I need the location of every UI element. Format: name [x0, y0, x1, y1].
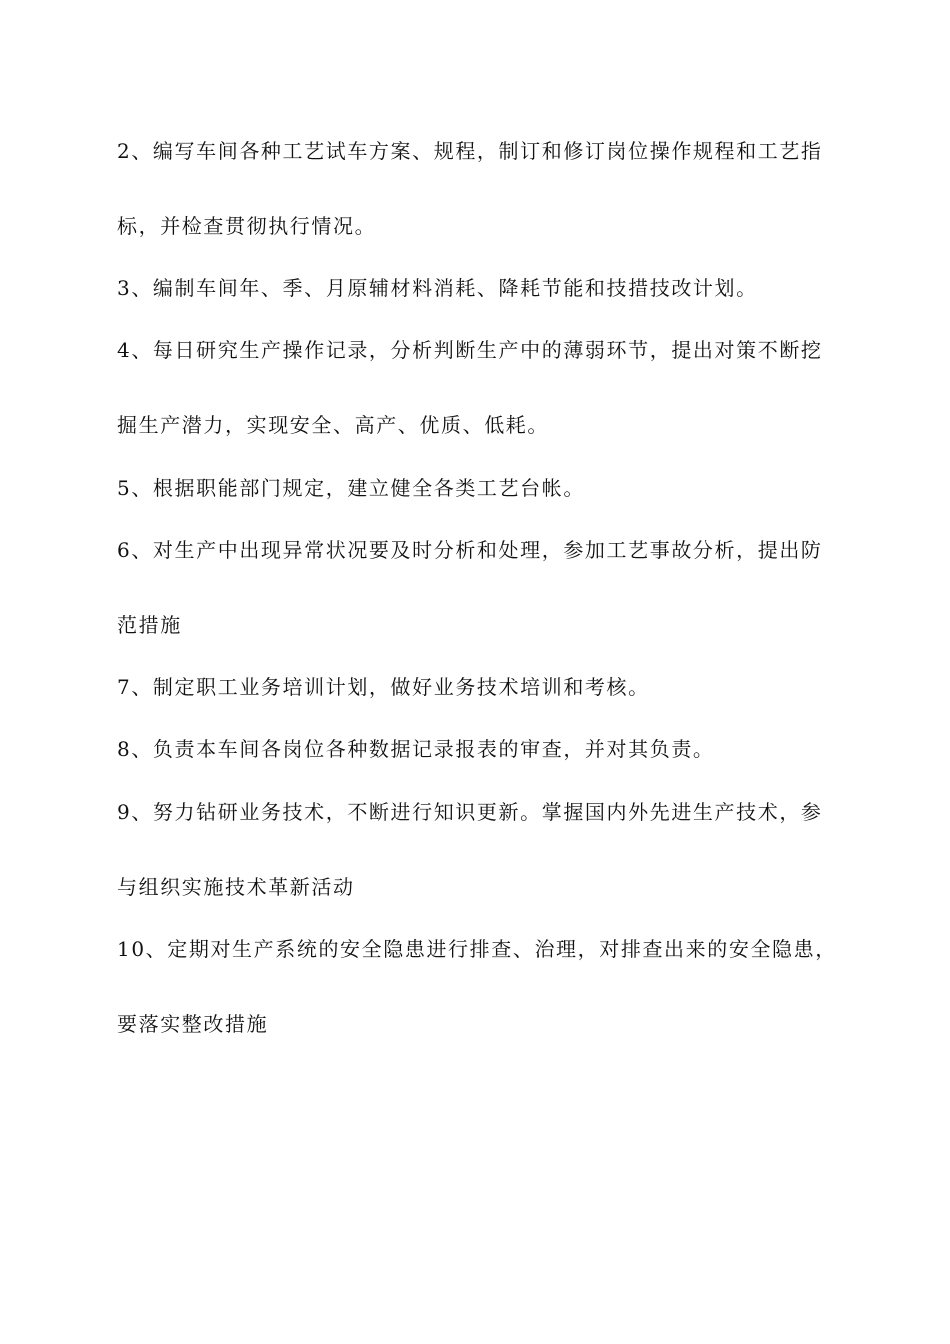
- item-9-line-1: 9、努力钻研业务技术，不断进行知识更新。掌握国内外先进生产技术，参: [117, 800, 823, 824]
- item-4-line-2: 掘生产潜力，实现安全、高产、优质、低耗。: [117, 413, 549, 437]
- item-4-line-1: 4、每日研究生产操作记录，分析判断生产中的薄弱环节，提出对策不断挖: [117, 338, 823, 362]
- item-6-line-2: 范措施: [117, 613, 182, 637]
- item-10-line-1: 10、定期对生产系统的安全隐患进行排查、治理，对排查出来的安全隐患，: [117, 937, 837, 961]
- item-3-line-1: 3、编制车间年、季、月原辅材料消耗、降耗节能和技措技改计划。: [117, 276, 758, 300]
- item-5-line-1: 5、根据职能部门规定，建立健全各类工艺台帐。: [117, 476, 585, 500]
- item-6-line-1: 6、对生产中出现异常状况要及时分析和处理，参加工艺事故分析，提出防: [117, 538, 823, 562]
- item-9-line-2: 与组织实施技术革新活动: [117, 875, 355, 899]
- item-2-line-2: 标，并检查贯彻执行情况。: [117, 214, 377, 238]
- item-2-line-1: 2、编写车间各种工艺试车方案、规程，制订和修订岗位操作规程和工艺指: [117, 139, 823, 163]
- item-10-line-2: 要落实整改措施: [117, 1012, 269, 1036]
- item-7-line-1: 7、制定职工业务培训计划，做好业务技术培训和考核。: [117, 675, 650, 699]
- item-8-line-1: 8、负责本车间各岗位各种数据记录报表的审查，并对其负责。: [117, 737, 715, 761]
